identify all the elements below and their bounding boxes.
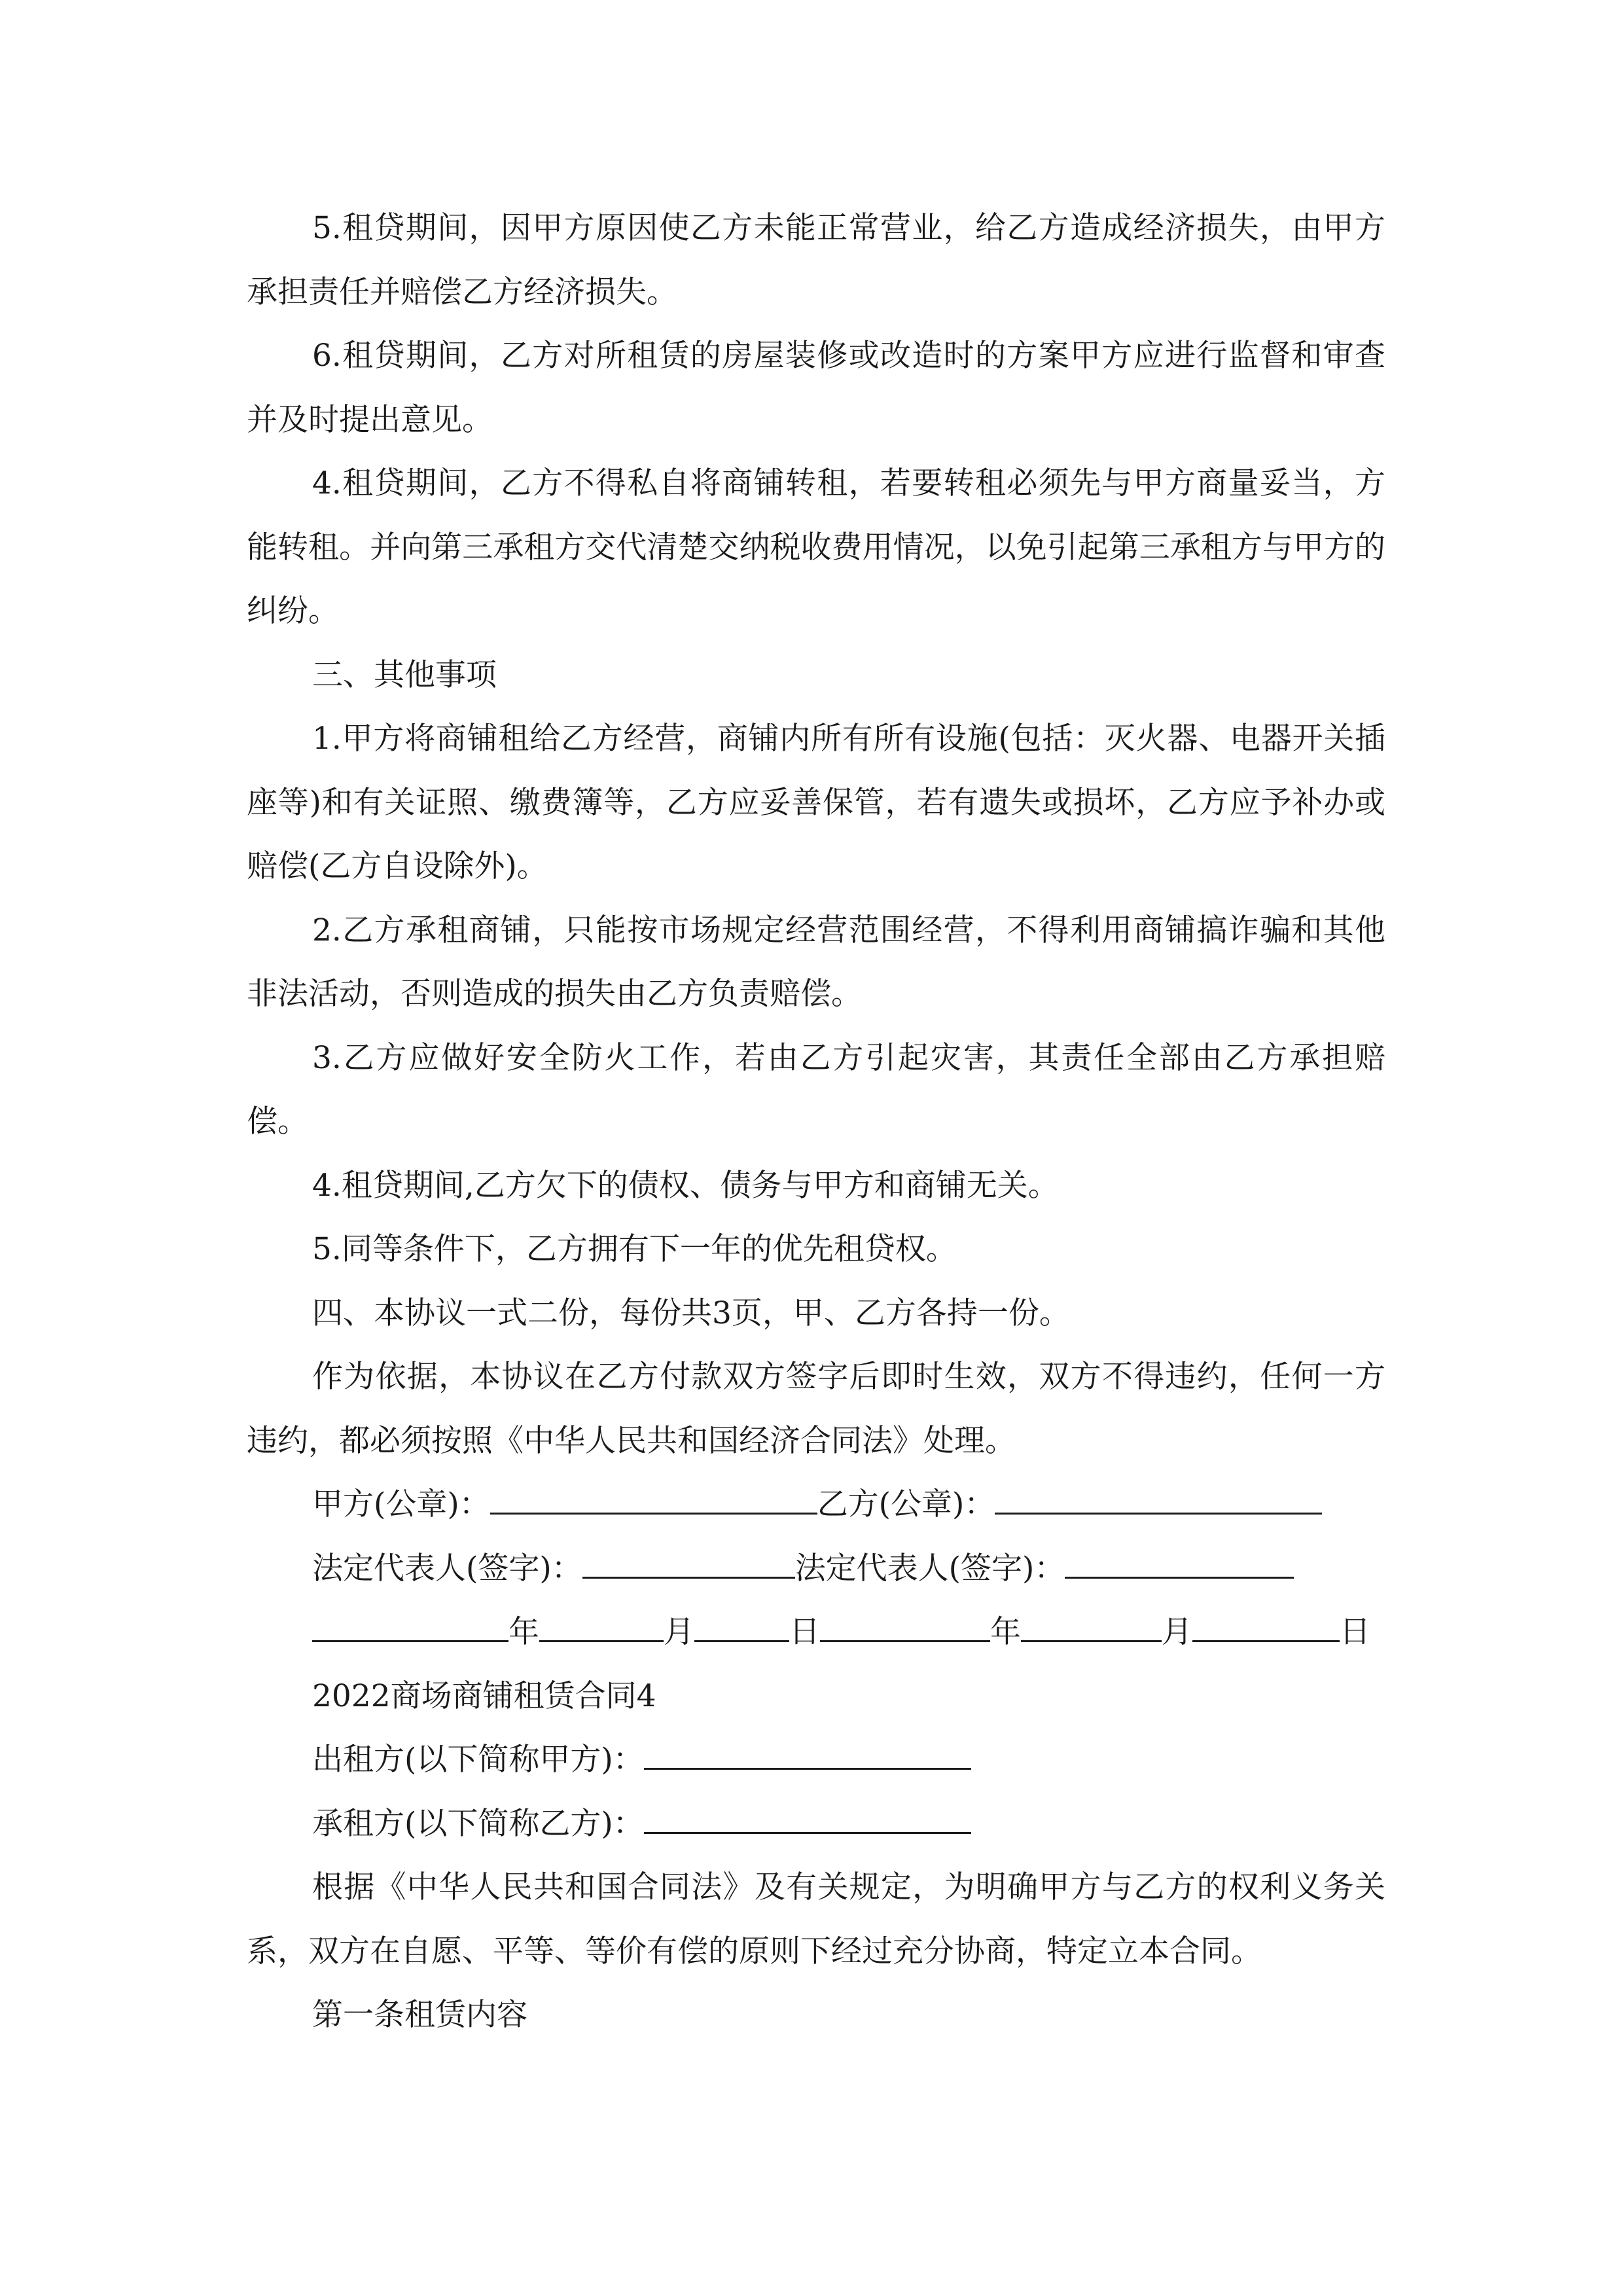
day-b-label: 日 [1340,1614,1370,1650]
contract-4-preamble: 根据《中华人民共和国合同法》及有关规定，为明确甲方与乙方的权利义务关系，双方在自愿、平等、等价有偿的原则下经过充分协商，特定立本合同。 [247,1869,1385,1969]
year-b-label: 年 [990,1614,1021,1650]
month-a-blank[interactable] [539,1606,664,1642]
rep-a-blank[interactable] [582,1543,795,1579]
party-a-seal-label: 甲方(公章)： [312,1486,490,1522]
contract-4-title-text: 2022商场商铺租赁合同4 [312,1677,656,1714]
rep-a-label: 法定代表人(签字)： [312,1550,582,1587]
year-a-label: 年 [508,1614,539,1650]
rep-b-label: 法定代表人(签字)： [794,1550,1065,1587]
other-clause-2: 2.乙方承租商铺，只能按市场规定经营范围经营，不得利用商铺搞诈骗和其他非法活动，否则造成的损失由乙方负责赔偿。 [247,912,1385,1012]
other-clause-5: 5.同等条件下，乙方拥有下一年的优先租贷权。 [312,1231,957,1267]
other-clause-3: 3.乙方应做好安全防火工作，若由乙方引起灾害，其责任全部由乙方承担赔偿。 [247,1039,1385,1139]
lessor-blank[interactable] [644,1734,971,1770]
effectiveness-clause: 作为依据，本协议在乙方付款双方签字后即时生效，双方不得违约，任何一方违约，都必须按照《中华人民共和国经济合同法》处理。 [247,1359,1385,1459]
lessee-label: 承租方(以下简称乙方)： [312,1805,644,1842]
date-line [247,1600,1385,1664]
day-b-blank[interactable] [1192,1606,1340,1642]
section-3-heading: 三、其他事项 [312,656,497,693]
month-b-blank[interactable] [1021,1606,1162,1642]
day-a-label: 日 [789,1614,820,1650]
month-a-label: 月 [664,1614,694,1650]
day-a-blank[interactable] [694,1606,789,1642]
year-b-blank[interactable] [820,1606,990,1642]
clause-6-renovation: 6.租贷期间，乙方对所租赁的房屋装修或改造时的方案甲方应进行监督和审查并及时提出意见。 [247,338,1385,438]
clause-4-sublease: 4.租贷期间，乙方不得私自将商铺转租，若要转租必须先与甲方商量妥当，方能转租。并向第三承租方交代清楚交纳税收费用情况，以免引起第三承租方与甲方的纠纷。 [247,465,1385,629]
party-b-seal-label: 乙方(公章)： [817,1486,995,1522]
section-4-copies: 四、本协议一式二份，每份共3页，甲、乙方各持一份。 [312,1295,1070,1331]
representative-line [247,1537,1385,1601]
year-a-blank[interactable] [312,1606,508,1642]
clause-5-loss: 5.租贷期间，因甲方原因使乙方未能正常营业，给乙方造成经济损失，由甲方承担责任并赔偿乙方经济损失。 [247,210,1385,310]
article-1-heading: 第一条租赁内容 [312,1997,527,2033]
lessee-blank[interactable] [644,1798,971,1834]
lessor-label: 出租方(以下简称甲方)： [312,1742,644,1778]
lessor-line [247,1728,1385,1792]
lessee-line [247,1792,1385,1856]
document-page [247,196,1385,2047]
seal-line [247,1473,1385,1537]
contract-4-title [247,1664,1385,1729]
party-a-seal-blank[interactable] [490,1479,817,1515]
rep-b-blank[interactable] [1065,1543,1294,1579]
party-b-seal-blank[interactable] [995,1479,1322,1515]
other-clause-4: 4.租贷期间,乙方欠下的债权、债务与甲方和商铺无关。 [312,1167,1059,1204]
month-b-label: 月 [1162,1614,1192,1650]
other-clause-1: 1.甲方将商铺租给乙方经营，商铺内所有所有设施(包括：灭火器、电器开关插座等)和有关证照、缴费簿等，乙方应妥善保管，若有遗失或损坏，乙方应予补办或赔偿(乙方自设除外)。 [247,721,1385,884]
